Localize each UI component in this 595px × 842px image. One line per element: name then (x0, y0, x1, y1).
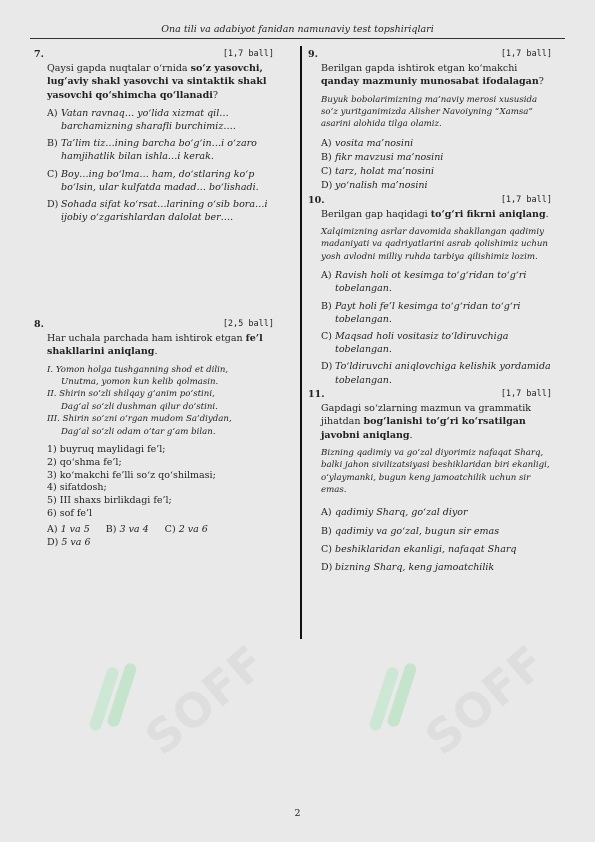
answer-option[interactable] (321, 269, 552, 295)
list-item: 4) sifatdosh; (47, 482, 107, 494)
question-header (308, 388, 552, 401)
option-label: B) (105, 523, 117, 535)
question-body (308, 402, 552, 574)
right-column (308, 48, 552, 579)
watermark-text: SOFF (134, 634, 277, 766)
option-label: B) (321, 525, 332, 537)
stem-emphasis: qanday mazmuniy munosabat ifodalagan (321, 76, 539, 88)
poem-line: III. Shirin so‘zni o‘rgan mudom Sa’diydan, (47, 414, 232, 425)
passage: Bizning qadimiy va go‘zal diyorimiz nafaqat Sharq, balki jahon sivilizatsiyasi beshiklaridan biri ekanligi, o‘ylaymanki, bugun keng jamoatchilik uchun sir emas. (321, 447, 550, 495)
question-body (308, 208, 552, 387)
option-text: Payt holi fe’l kesimga to‘g‘ridan to‘g‘ri tobelangan. (335, 300, 521, 325)
option-text: Boy…ing bo‘lma… ham, do‘stlaring ko‘p bo‘lsin, ular kulfatda madad… bo‘lishadi. (61, 168, 259, 193)
stem-text: Qaysi gapda nuqtalar o‘rnida (47, 63, 191, 75)
stem-end: . (154, 346, 158, 358)
option-label: C) (164, 523, 176, 535)
answer-option[interactable] (321, 165, 552, 178)
question-stem (47, 332, 274, 358)
option-label: D) (321, 561, 333, 573)
watermark-logo (88, 634, 277, 766)
stem-text: Gapdagi so‘zlarning mazmun va grammatik jihatdan (321, 403, 532, 428)
option-text: qadimiy va go‘zal, bugun sir emas (335, 525, 500, 537)
header-rule (30, 38, 565, 39)
option-label: A) (47, 523, 58, 535)
poem-line: Dag‘al so‘zli dushman qilur do‘stini. (61, 401, 218, 412)
list-item: 2) qo‘shma fe’l; (47, 456, 122, 468)
option-text: yo‘nalish ma’nosini (335, 180, 428, 192)
answer-option[interactable] (47, 198, 274, 224)
option-text: Ravish holi ot kesimga to‘g‘ridan to‘g‘ri tobelangan. (335, 270, 527, 295)
question-stem (321, 208, 552, 221)
question-points: [1,7 ball] (500, 194, 552, 205)
option-text: Vatan ravnaq… yo‘lida xizmat qil… barchamizning sharafli burchimiz…. (61, 107, 236, 133)
answer-options-row (47, 523, 274, 536)
question-7 (34, 48, 274, 224)
poem-excerpts (47, 364, 274, 438)
question-stem (321, 62, 552, 88)
passage: Xalqimizning asrlar davomida shakllangan qadimiy madaniyati va qadriyatlarini asrab qolishimiz uchun yosh avlodni milliy ruhda tarbiya qilishimiz lozim. (321, 227, 548, 262)
question-points: [2,5 ball] (222, 319, 274, 329)
watermark-text: SOFF (414, 634, 557, 766)
answer-option[interactable] (321, 179, 552, 192)
option-text: beshiklaridan ekanligi, nafaqat Sharq (335, 543, 517, 555)
option-label: D) (47, 537, 59, 549)
question-points: [1,7 ball] (500, 388, 552, 399)
question-number: 8. (34, 319, 44, 330)
question-points: [1,7 ball] (500, 49, 552, 59)
option-text: Sohada sifat ko‘rsat…larining o‘sib bora…i ijobiy o‘zgarishlardan dalolat ber…. (61, 199, 268, 224)
answer-option[interactable] (47, 523, 90, 536)
question-header (308, 48, 552, 61)
answer-option[interactable] (321, 151, 552, 164)
passage: Buyuk bobolarimizning ma’naviy merosi xususida so‘z yuritganimizda Alisher Navoiyning “Xamsa” asarini alohida tilga olamiz. (321, 94, 538, 130)
option-label: D) (321, 361, 333, 373)
question-header (308, 194, 552, 207)
poem-line: Unutma, yomon kun kelib qolmasin. (61, 377, 219, 388)
question-body (34, 332, 274, 549)
question-body (308, 62, 552, 192)
answer-option[interactable] (47, 107, 274, 133)
answer-option[interactable] (47, 137, 274, 163)
list-item: 3) ko‘makchi fe’lli so‘z qo‘shilmasi; (47, 469, 216, 481)
answer-option[interactable] (321, 525, 552, 538)
option-label: B) (47, 138, 58, 150)
option-label: C) (321, 331, 332, 343)
option-label: A) (321, 507, 332, 519)
stem-text: Har uchala parchada ham ishtirok etgan (47, 333, 246, 345)
answer-option[interactable] (321, 137, 552, 150)
question-10 (308, 194, 552, 387)
stem-end: . (409, 429, 413, 441)
verb-form-list (47, 444, 274, 521)
stem-end: ? (212, 89, 218, 101)
option-text: Maqsad holi vositasiz to‘ldiruvchiga tobelangan. (335, 331, 509, 356)
poem-line: I. Yomon holga tushganning shod et dilin, (47, 364, 229, 375)
option-label: A) (321, 137, 332, 149)
option-label: A) (321, 270, 332, 282)
option-label: A) (47, 107, 58, 119)
stem-emphasis: fe’l shakllarini aniqlang (47, 333, 263, 358)
stem-end: ? (538, 76, 544, 88)
option-label: B) (321, 152, 332, 164)
option-text: To‘ldiruvchi aniqlovchiga kelishik yordamida tobelangan. (335, 361, 551, 386)
answer-option[interactable] (321, 543, 552, 556)
answer-option[interactable] (321, 506, 552, 519)
question-8 (34, 318, 274, 549)
stem-emphasis: so‘z yasovchi, lug‘aviy shakl yasovchi va sintaktik shakl yasovchi qo‘shimcha qo‘llanadi (47, 63, 267, 101)
answer-option[interactable] (165, 523, 208, 536)
question-number: 9. (308, 49, 318, 60)
question-stem (321, 402, 552, 442)
page-number: 2 (294, 808, 301, 819)
leaf-icon (368, 660, 414, 740)
stem-emphasis: bog‘lanishi to‘g‘ri ko‘rsatilgan javobni aniqlang (321, 416, 526, 441)
answer-option[interactable] (321, 561, 552, 574)
option-label: C) (321, 166, 332, 178)
option-text: 3 va 4 (119, 523, 149, 535)
leaf-icon (88, 660, 134, 740)
list-item: 6) sof fe’l (47, 508, 93, 520)
watermark-logo (368, 634, 557, 766)
question-body (34, 62, 274, 224)
question-number: 10. (308, 194, 325, 206)
list-item: 1) buyruq maylidagi fe’l; (47, 444, 166, 456)
page-header: Ona tili va adabiyot fanidan namunaviy test topshiriqlari (161, 24, 434, 35)
question-header (34, 48, 274, 61)
poem-line: Dag‘al so‘zli odam o‘tar g‘am bilan. (61, 426, 216, 437)
stem-text: Berilgan gap haqidagi (321, 208, 431, 220)
option-text: Ta’lim tiz…ining barcha bo‘g‘in…i o‘zaro hamjihatlik bilan ishla…i kerak. (61, 138, 257, 163)
stem-text: Berilgan gapda ishtirok etgan ko‘makchi (321, 63, 518, 75)
option-text: 1 va 5 (60, 523, 90, 535)
question-stem (47, 62, 274, 102)
question-9 (308, 48, 552, 193)
question-points: [1,7 ball] (222, 49, 274, 59)
answer-option[interactable] (47, 536, 274, 549)
answer-option[interactable] (321, 330, 552, 356)
stem-end: . (545, 208, 549, 220)
option-label: D) (47, 199, 59, 211)
option-label: D) (321, 180, 333, 192)
option-text: bizning Sharq, keng jamoatchilik (335, 561, 495, 573)
question-number: 11. (308, 388, 325, 400)
left-column (34, 48, 274, 549)
stem-emphasis: to‘g‘ri fikrni aniqlang (430, 208, 546, 220)
option-text: tarz, holat ma’nosini (335, 166, 435, 178)
column-divider (300, 46, 302, 639)
answer-option[interactable] (321, 300, 552, 326)
option-label: C) (47, 168, 58, 180)
poem-line: II. Shirin so‘zli shilqay g‘anim po‘stini, (47, 389, 215, 400)
question-number: 7. (34, 49, 44, 60)
option-text: qadimiy Sharq, go‘zal diyor (335, 507, 468, 519)
answer-option[interactable] (47, 168, 274, 194)
answer-option[interactable] (106, 523, 149, 536)
option-label: C) (321, 543, 332, 555)
option-text: 2 va 6 (178, 523, 208, 535)
list-item: 5) III shaxs birlikdagi fe’l; (47, 495, 172, 507)
option-label: B) (321, 300, 332, 312)
option-text: 5 va 6 (61, 537, 91, 549)
answer-option[interactable] (321, 360, 552, 386)
option-text: fikr mavzusi ma’nosini (335, 152, 444, 164)
question-header (34, 318, 274, 331)
question-11 (308, 388, 552, 574)
option-text: vosita ma’nosini (335, 137, 414, 149)
